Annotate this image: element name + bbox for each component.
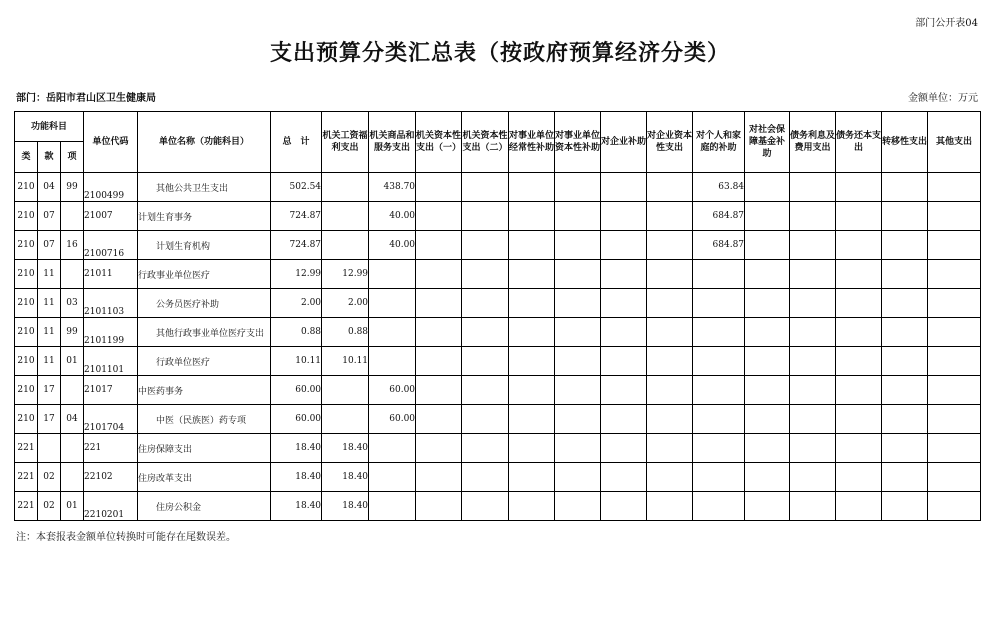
amount-cell	[745, 260, 790, 289]
table-row	[15, 405, 981, 434]
unit-name-cell: 中医（民族医）药专项	[138, 405, 271, 434]
unit-code-cell: 21017	[84, 376, 138, 405]
amount-cell	[322, 202, 369, 231]
amount-cell	[836, 202, 882, 231]
amount-cell	[369, 434, 416, 463]
col-header: 其他支出	[928, 112, 981, 173]
amount-cell	[693, 434, 745, 463]
unit-name-cell: 住房保障支出	[138, 434, 271, 463]
amount-cell	[836, 376, 882, 405]
amount-cell	[928, 492, 981, 521]
amount-cell	[416, 405, 462, 434]
amount-cell	[369, 289, 416, 318]
lei-cell: 221	[15, 434, 38, 463]
amount-cell	[647, 405, 693, 434]
amount-cell	[369, 492, 416, 521]
col-header: 对事业单位资本性补助	[555, 112, 601, 173]
amount-cell	[745, 405, 790, 434]
amount-cell	[647, 173, 693, 202]
amount-cell	[416, 318, 462, 347]
amount-cell	[509, 202, 555, 231]
amount-cell	[509, 318, 555, 347]
amount-cell	[928, 463, 981, 492]
unit-code-header: 单位代码	[84, 112, 138, 173]
amount-cell	[601, 318, 647, 347]
amount-cell	[790, 289, 836, 318]
amount-cell	[601, 260, 647, 289]
amount-cell	[693, 463, 745, 492]
lei-cell: 210	[15, 231, 38, 260]
amount-cell	[509, 463, 555, 492]
amount-cell	[790, 405, 836, 434]
lei-cell: 221	[15, 492, 38, 521]
amount-cell	[745, 318, 790, 347]
amount-cell: 438.70	[369, 173, 416, 202]
unit-name-cell: 中医药事务	[138, 376, 271, 405]
total-cell: 0.88	[271, 318, 322, 347]
amount-cell	[416, 173, 462, 202]
unit-code-cell: 2100716	[84, 231, 138, 260]
table-row	[15, 463, 981, 492]
amount-cell: 40.00	[369, 202, 416, 231]
amount-cell	[601, 347, 647, 376]
col-header: 机关资本性支出（一）	[416, 112, 462, 173]
amount-cell	[416, 347, 462, 376]
amount-cell	[647, 492, 693, 521]
amount-cell	[790, 260, 836, 289]
amount-cell	[928, 202, 981, 231]
col-header: 对企业补助	[601, 112, 647, 173]
amount-cell	[462, 173, 509, 202]
col-header: 对事业单位经常性补助	[509, 112, 555, 173]
amount-cell	[555, 318, 601, 347]
amount-cell	[509, 492, 555, 521]
xiang-cell: 04	[61, 405, 84, 434]
amount-cell	[790, 347, 836, 376]
amount-cell	[790, 231, 836, 260]
total-cell: 60.00	[271, 376, 322, 405]
amount-cell	[693, 289, 745, 318]
total-cell: 18.40	[271, 463, 322, 492]
col-header: 债务利息及费用支出	[790, 112, 836, 173]
unit-name-cell: 行政事业单位医疗	[138, 260, 271, 289]
unit-code-cell: 2101704	[84, 405, 138, 434]
amount-cell	[509, 376, 555, 405]
amount-cell	[322, 405, 369, 434]
unit-name-cell: 住房改革支出	[138, 463, 271, 492]
col-header: 对社会保障基金补助	[745, 112, 790, 173]
amount-cell	[790, 202, 836, 231]
amount-cell: 0.88	[322, 318, 369, 347]
amount-cell	[555, 231, 601, 260]
amount-cell	[693, 376, 745, 405]
unit-name-cell: 计划生育事务	[138, 202, 271, 231]
amount-unit-label: 金额单位：万元	[908, 93, 978, 104]
expenditure-table	[14, 111, 981, 521]
amount-cell	[322, 376, 369, 405]
amount-cell	[601, 405, 647, 434]
table-row	[15, 173, 981, 202]
amount-cell	[882, 463, 928, 492]
kuan-cell: 02	[38, 463, 61, 492]
total-cell: 724.87	[271, 231, 322, 260]
total-header: 总 计	[271, 112, 322, 173]
unit-code-cell: 2101103	[84, 289, 138, 318]
amount-cell	[647, 202, 693, 231]
department-label: 部门：岳阳市君山区卫生健康局	[16, 93, 156, 104]
amount-cell	[836, 318, 882, 347]
amount-cell	[928, 173, 981, 202]
amount-cell: 63.84	[693, 173, 745, 202]
unit-code-cell: 21011	[84, 260, 138, 289]
total-cell: 2.00	[271, 289, 322, 318]
kuan-cell: 07	[38, 231, 61, 260]
amount-cell	[601, 463, 647, 492]
amount-cell	[647, 318, 693, 347]
amount-cell	[416, 376, 462, 405]
amount-cell: 10.11	[322, 347, 369, 376]
table-row	[15, 318, 981, 347]
amount-cell	[745, 492, 790, 521]
amount-cell	[647, 347, 693, 376]
total-cell: 10.11	[271, 347, 322, 376]
col-header: 机关商品和服务支出	[369, 112, 416, 173]
amount-cell	[601, 289, 647, 318]
total-cell: 12.99	[271, 260, 322, 289]
amount-cell	[836, 463, 882, 492]
col-header: 机关工资福利支出	[322, 112, 369, 173]
amount-cell	[836, 492, 882, 521]
amount-cell	[322, 173, 369, 202]
amount-cell	[601, 173, 647, 202]
amount-cell: 684.87	[693, 231, 745, 260]
table-row	[15, 202, 981, 231]
amount-cell	[836, 347, 882, 376]
amount-cell	[745, 202, 790, 231]
total-cell: 18.40	[271, 492, 322, 521]
xiang-cell	[61, 434, 84, 463]
kuan-cell	[38, 434, 61, 463]
unit-name-cell: 计划生育机构	[138, 231, 271, 260]
unit-code-cell: 2101199	[84, 318, 138, 347]
total-cell: 60.00	[271, 405, 322, 434]
kuan-cell: 07	[38, 202, 61, 231]
amount-cell	[462, 260, 509, 289]
table-row	[15, 289, 981, 318]
xiang-cell: 99	[61, 318, 84, 347]
xiang-cell	[61, 376, 84, 405]
unit-name-cell: 其他公共卫生支出	[138, 173, 271, 202]
amount-cell	[745, 231, 790, 260]
kuan-cell: 04	[38, 173, 61, 202]
amount-cell	[693, 318, 745, 347]
lei-cell: 210	[15, 202, 38, 231]
amount-cell: 2.00	[322, 289, 369, 318]
total-cell: 502.54	[271, 173, 322, 202]
amount-cell	[745, 347, 790, 376]
amount-cell	[882, 376, 928, 405]
amount-cell	[928, 405, 981, 434]
amount-cell	[647, 289, 693, 318]
amount-cell	[836, 260, 882, 289]
amount-cell	[416, 434, 462, 463]
amount-cell	[790, 318, 836, 347]
amount-cell	[462, 347, 509, 376]
amount-cell	[882, 434, 928, 463]
amount-cell	[555, 463, 601, 492]
amount-cell: 40.00	[369, 231, 416, 260]
amount-cell	[416, 289, 462, 318]
func-subject-header: 功能科目	[15, 112, 84, 142]
amount-cell	[928, 318, 981, 347]
xiang-cell	[61, 202, 84, 231]
unit-code-cell: 22102	[84, 463, 138, 492]
kuan-cell: 17	[38, 376, 61, 405]
kuan-cell: 11	[38, 347, 61, 376]
xiang-cell: 01	[61, 347, 84, 376]
col-header: 转移性支出	[882, 112, 928, 173]
amount-cell	[693, 347, 745, 376]
amount-cell	[836, 405, 882, 434]
amount-cell	[555, 492, 601, 521]
amount-cell	[601, 231, 647, 260]
amount-cell	[928, 376, 981, 405]
total-cell: 18.40	[271, 434, 322, 463]
amount-cell	[745, 289, 790, 318]
amount-cell	[462, 492, 509, 521]
amount-cell	[462, 434, 509, 463]
col-header: 对企业资本性支出	[647, 112, 693, 173]
amount-cell	[836, 173, 882, 202]
col-header: 债务还本支出	[836, 112, 882, 173]
table-row	[15, 260, 981, 289]
amount-cell	[509, 347, 555, 376]
amount-cell	[601, 434, 647, 463]
amount-cell: 12.99	[322, 260, 369, 289]
amount-cell: 18.40	[322, 492, 369, 521]
unit-code-cell: 2100499	[84, 173, 138, 202]
amount-cell	[601, 376, 647, 405]
amount-cell	[647, 231, 693, 260]
amount-cell	[928, 434, 981, 463]
amount-cell	[882, 202, 928, 231]
kuan-cell: 11	[38, 260, 61, 289]
lei-cell: 221	[15, 463, 38, 492]
xiang-cell: 01	[61, 492, 84, 521]
unit-name-cell: 公务员医疗补助	[138, 289, 271, 318]
amount-cell	[882, 260, 928, 289]
xiang-cell: 99	[61, 173, 84, 202]
amount-cell	[369, 318, 416, 347]
amount-cell	[928, 347, 981, 376]
amount-cell	[462, 376, 509, 405]
amount-cell	[555, 347, 601, 376]
amount-cell	[416, 202, 462, 231]
page-title: 支出预算分类汇总表（按政府预算经济分类）	[269, 40, 730, 66]
amount-cell	[509, 173, 555, 202]
amount-cell	[790, 463, 836, 492]
amount-cell	[601, 202, 647, 231]
amount-cell: 60.00	[369, 376, 416, 405]
amount-cell	[509, 434, 555, 463]
amount-cell	[693, 492, 745, 521]
amount-cell	[555, 202, 601, 231]
amount-cell	[369, 347, 416, 376]
unit-name-cell: 其他行政事业单位医疗支出	[138, 318, 271, 347]
lei-cell: 210	[15, 318, 38, 347]
table-row	[15, 347, 981, 376]
col-header: 对个人和家庭的补助	[693, 112, 745, 173]
amount-cell	[745, 463, 790, 492]
amount-cell	[555, 260, 601, 289]
lei-cell: 210	[15, 173, 38, 202]
amount-cell	[745, 376, 790, 405]
kuan-cell: 02	[38, 492, 61, 521]
kuan-cell: 11	[38, 318, 61, 347]
xiang-cell	[61, 260, 84, 289]
amount-cell	[882, 318, 928, 347]
unit-code-cell: 21007	[84, 202, 138, 231]
amount-cell	[882, 492, 928, 521]
total-cell: 724.87	[271, 202, 322, 231]
amount-cell	[416, 260, 462, 289]
amount-cell	[882, 173, 928, 202]
amount-cell	[369, 260, 416, 289]
table-row	[15, 376, 981, 405]
amount-cell	[416, 231, 462, 260]
amount-cell	[601, 492, 647, 521]
amount-cell	[882, 405, 928, 434]
amount-cell	[555, 434, 601, 463]
amount-cell	[836, 289, 882, 318]
amount-cell	[790, 173, 836, 202]
amount-cell	[745, 434, 790, 463]
amount-cell	[928, 231, 981, 260]
xiang-cell: 03	[61, 289, 84, 318]
amount-cell	[509, 405, 555, 434]
amount-cell	[416, 463, 462, 492]
amount-cell	[882, 347, 928, 376]
amount-cell	[928, 260, 981, 289]
amount-cell	[745, 173, 790, 202]
amount-cell	[555, 173, 601, 202]
amount-cell	[882, 231, 928, 260]
unit-name-cell: 住房公积金	[138, 492, 271, 521]
kuan-cell: 17	[38, 405, 61, 434]
amount-cell	[509, 231, 555, 260]
amount-cell	[555, 405, 601, 434]
amount-cell	[647, 260, 693, 289]
table-row	[15, 434, 981, 463]
amount-cell	[369, 463, 416, 492]
lei-header: 类	[15, 142, 38, 173]
amount-cell	[647, 376, 693, 405]
xiang-cell: 16	[61, 231, 84, 260]
amount-cell	[462, 202, 509, 231]
amount-cell	[836, 231, 882, 260]
amount-cell	[462, 231, 509, 260]
xiang-cell	[61, 463, 84, 492]
unit-name-header: 单位名称（功能科目）	[138, 112, 271, 173]
lei-cell: 210	[15, 405, 38, 434]
amount-cell	[322, 231, 369, 260]
table-row	[15, 231, 981, 260]
xiang-header: 项	[61, 142, 84, 173]
amount-cell	[462, 463, 509, 492]
lei-cell: 210	[15, 289, 38, 318]
amount-cell	[555, 289, 601, 318]
form-number: 部门公开表04	[915, 18, 978, 29]
amount-cell	[555, 376, 601, 405]
lei-cell: 210	[15, 376, 38, 405]
kuan-cell: 11	[38, 289, 61, 318]
amount-cell: 684.87	[693, 202, 745, 231]
table-row	[15, 492, 981, 521]
lei-cell: 210	[15, 260, 38, 289]
amount-cell	[928, 289, 981, 318]
unit-name-cell: 行政单位医疗	[138, 347, 271, 376]
amount-cell	[647, 463, 693, 492]
unit-code-cell: 2101101	[84, 347, 138, 376]
amount-cell	[790, 492, 836, 521]
amount-cell	[836, 434, 882, 463]
kuan-header: 款	[38, 142, 61, 173]
amount-cell	[693, 405, 745, 434]
unit-code-cell: 2210201	[84, 492, 138, 521]
amount-cell: 18.40	[322, 434, 369, 463]
amount-cell	[509, 289, 555, 318]
amount-cell	[693, 260, 745, 289]
unit-code-cell: 221	[84, 434, 138, 463]
amount-cell	[790, 434, 836, 463]
amount-cell	[882, 289, 928, 318]
amount-cell	[416, 492, 462, 521]
amount-cell: 60.00	[369, 405, 416, 434]
footer-note: 注：本套报表金额单位转换时可能存在尾数误差。	[16, 532, 236, 543]
amount-cell	[509, 260, 555, 289]
amount-cell	[647, 434, 693, 463]
amount-cell: 18.40	[322, 463, 369, 492]
col-header: 机关资本性支出（二）	[462, 112, 509, 173]
lei-cell: 210	[15, 347, 38, 376]
amount-cell	[462, 405, 509, 434]
amount-cell	[462, 318, 509, 347]
amount-cell	[462, 289, 509, 318]
amount-cell	[790, 376, 836, 405]
